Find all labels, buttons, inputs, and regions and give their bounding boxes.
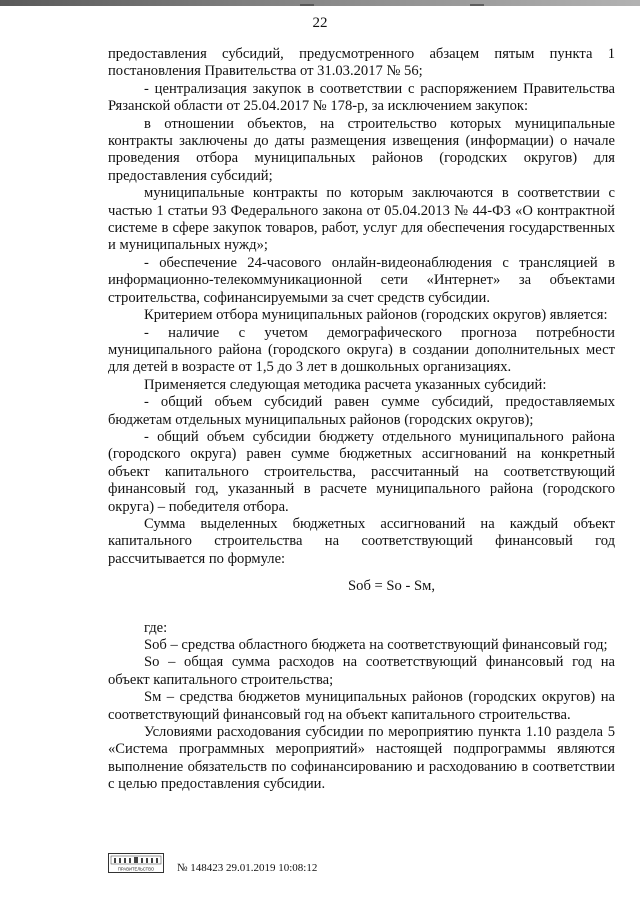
scan-edge-artifact [0, 0, 640, 6]
document-body [108, 46, 615, 794]
page-number: 22 [312, 15, 328, 31]
formula: Sоб = Sо - Sм, [348, 578, 435, 595]
definition: Sм – средства бюджетов муниципальных районов (городских округов) на соответствующий финансовый год на объект капитального строительства. [108, 689, 615, 723]
paragraph: Применяется следующая методика расчета указанных субсидий: [144, 376, 547, 393]
government-stamp-icon [108, 853, 164, 873]
paragraph: Сумма выделенных бюджетных ассигнований на каждый объект капитального строительства на соответствующий финансовый год рассчитывается по формуле: [108, 515, 615, 567]
paragraph: предоставления субсидий, предусмотренного абзацем пятым пункта 1 постановления Правительства от 31.03.2017 № 56; [108, 46, 615, 80]
paragraph: - наличие с учетом демографического прогноза потребности муниципального района (городского округа) в создании дополнительных мест для детей в возрасте от 1,5 до 3 лет в дошкольных организациях. [108, 324, 615, 376]
definition: Sоб – средства областного бюджета на соответствующий финансовый год; [144, 637, 608, 653]
scan-mark [300, 4, 314, 6]
closing-paragraph: Условиями расходования субсидии по мероприятию пункта 1.10 раздела 5 «Система программных мероприятий» настоящей подпрограммы являются выполнение обязательств по софинансированию и расходованию в соответствии с целью предоставления субсидии. [108, 724, 615, 793]
paragraph: - централизация закупок в соответствии с распоряжением Правительства Рязанской области от 25.04.2017 № 178-р, за исключением закупок: [108, 80, 615, 115]
paragraph: - обеспечение 24-часового онлайн-видеонаблюдения с трансляцией в информационно-телекоммуникационной сети «Интернет» за объектами строительства, софинансируемыми за счет средств субсидии. [108, 254, 615, 306]
paragraph: муниципальные контракты по которым заключаются в соответствии с частью 1 статьи 93 Федерального закона от 05.04.2013 № 44-ФЗ «О контрактной системе в сфере закупок товаров, работ, услуг для обеспечения государственных и муниципальных нужд»; [108, 185, 615, 254]
paragraph: - общий объем субсидий равен сумме субсидий, предоставляемых бюджетам отдельных муниципальных районов (городских округов); [108, 394, 615, 428]
definition: Sо – общая сумма расходов на соответствующий финансовый год на объект капитального строительства; [108, 654, 615, 688]
scan-mark [470, 4, 484, 6]
paragraph: в отношении объектов, на строительство которых муниципальные контракты заключены до даты размещения извещения (информации) о начале проведения отбора муниципальных районов (городских округов) для предоставления субсидий; [108, 115, 615, 184]
paragraph: - общий объем субсидии бюджету отдельного муниципального района (городского округа) равен сумме бюджетных ассигнований на конкретный объект капитального строительства, рассчитанный на соответствующий финансовый год, указанный в расчете муниципального района (городского округа) – победителя отбора. [108, 428, 615, 515]
paragraph: Критерием отбора муниципальных районов (городских округов) является: [144, 307, 608, 324]
stamp-label: ПРАВИТЕЛЬСТВО [117, 866, 155, 872]
document-footer: № 148423 29.01.2019 10:08:12 [177, 862, 318, 874]
where-label: где: [144, 619, 168, 636]
